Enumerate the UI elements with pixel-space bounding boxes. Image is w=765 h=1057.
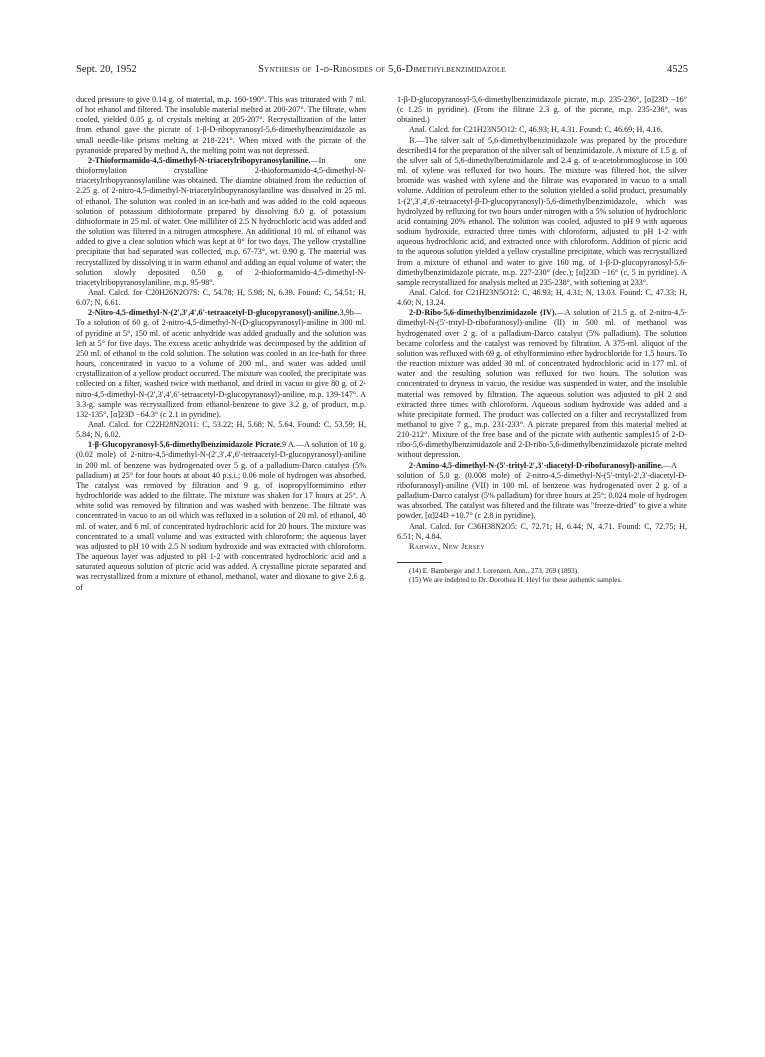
paragraph (397, 136, 687, 288)
section-heading: 2-Nitro-4,5-dimethyl-N-(2′,3′,4′,6′-tetraacetyl-D-glucopyranosyl)-aniline. (88, 308, 340, 318)
paragraph-text: Anal. Calcd. for C21H23N5O12: C, 46.93; H, 4.31. Found: C, 46.69; H, 4.16. (409, 125, 663, 135)
issue-date: Sept. 20, 1952 (76, 64, 137, 75)
section-heading: 2-Thioformamido-4,5-dimethyl-N-triacetylribopyranosylaniline. (88, 155, 311, 165)
paragraph-text: —A solution of 5.0 g. (0.008 mole) of 2-nitro-4,5-dimethyl-N-(5′-trityl-2′,3′-diacetyl-D-ribofuranosyl)-aniline (VII) in 100 ml. of benzene was hydrogenated over 2 g. of a palladium-Darco catalyst (5% palladium) for three hours at 25°; 0.024 mole of hydrogen was absorbed. The catalyst was filtered and the filtrate was "freeze-dried" to give a white powder, [α]24D +10.7° (c 2.8 in pyridine). (397, 460, 687, 521)
left-column (76, 95, 366, 593)
paragraph (397, 308, 687, 460)
paragraph-text: 1-β-D-glucopyranosyl-5,6-dimethylbenzimidazole picrate, m.p. 235-236°, [α]23D −16° (c 1.25 in pyridine). (From the filtrate 2.3 g. of the picrate, m.p. 235-236°, was obtained.) (397, 95, 687, 125)
right-column-body (397, 95, 687, 542)
section-heading: 2-D-Ribo-5,6-dimethylbenzimidazole (IV). (409, 308, 557, 318)
paragraph (76, 156, 366, 288)
footnotes (397, 567, 687, 585)
section-heading: 2-Amino-4,5-dimethyl-N-(5′-trityl-2′,3′-diacetyl-D-ribofuranosyl)-aniline. (409, 460, 663, 470)
paragraph-text: Anal. Calcd. for C22H28N2O11: C, 53.22; H, 5.68; N, 5.64. Found: C, 53.59; H, 5.84; N, 6.02. (76, 420, 366, 440)
page-number: 4525 (667, 64, 688, 75)
footnote-rule (397, 562, 442, 563)
section-heading: 1-β-Glucopyranosyl-5,6-dimethylbenzimidazole Picrate. (88, 440, 282, 450)
paragraph (76, 440, 366, 592)
affiliation: Rahway, New Jersey (409, 541, 486, 551)
paragraph (397, 461, 687, 522)
running-title: Synthesis of 1-d-Ribosides of 5,6-Dimethylbenzimidazole (258, 64, 506, 75)
paragraph (76, 308, 366, 420)
paragraph (76, 420, 366, 440)
paragraph-text: —In one thioformylation crystalline 2-thioformamido-4,5-dimethyl-N-triacetylribopyranosylaniline was obtained. The diamine obtained from the reduction of 2.25 g. of 2-nitro-4,5-dimethyl-N-triacetylribopyranosylaniline was dissolved in 25 ml. of ethanol. The solution was cooled in an ice-bath and was added to the cold aqueous solution of potassium dithioformate prepared by dissolving 8.0 g. of potassium dithioformate in 25 ml. of water. One milliliter of 2.5 N hydrochloric acid was added and the solution was filtered in a nitrogen atmosphere. An additional 10 ml. of ethanol was added to give a clear solution which was kept at 0° for two days. The yellow crystalline precipitate that had separated was collected, m.p. 67-73°, wt. 0.90 g. The material was recrystallized by dissolving it in warm ethanol and adding an equal volume of water; the solution slowly deposited 0.50 g. of 2-thioformamido-4,5-dimethyl-N-triacetylribopyranosylaniline, m.p. 95-98°. (76, 155, 366, 287)
paragraph-text: Anal. Calcd. for C20H26N2O7S: C, 54.78; H, 5.98; N, 6.39. Found: C, 54.51; H, 6.07; N, 6.61. (76, 287, 366, 308)
footnote: (15) We are indebted to Dr. Dorothea H. Heyl for these authentic samples. (409, 576, 623, 585)
paragraph (397, 125, 687, 135)
paragraph-text: Anal. Calcd. for C36H38N2O5: C, 72.71; H, 6.44; N, 4.71. Found: C, 72.75; H, 6.51; N, 4.84. (397, 521, 687, 541)
paragraph-text: Anal. Calcd. for C21H23N5O12: C, 46.93; H, 4.31; N, 13.03. Found: C, 47.33; H, 4.60; N, 13.24. (397, 287, 687, 308)
right-column (397, 95, 687, 585)
paragraph (397, 95, 687, 125)
paragraph-text: B.—The silver salt of 5,6-dimethylbenzimidazole was prepared by the procedure described14 for the preparation of the silver salt of benzimidazole. A mixture of 1.5 g. of the silver salt of 5,6-dimethylbenzimidazole and 2.4 g. of α-acetobromoglucose in 100 ml. of xylene was refluxed for two hours. The mixture was filtered hot, the silver bromide was washed with xylene and the filtrate was evaporated in vacuo to a small volume. Addition of petroleum ether to the solution yielded a solid product, presumably 1-(2′,3′,4′,6′-tetraacetyl-β-D-glucopyranosyl)-5,6-dimethylbenzimidazole, which was hydrolyzed by refluxing for two hours under nitrogen with a 5% solution of hydrochloric acid containing 20% ethanol. The solution was cooled, adjusted to pH 9 with aqueous sodium hydroxide, extracted three times with chloroform, adjusted to pH 1-2 with aqueous hydrochloric acid, and extracted once with chloroform. Addition of picric acid to the aqueous solution yielded a yellow crystalline precipitate, which was recrystallized from a mixture of ethanol and water to give 160 mg. of 1-β-D-glucopyranosyl-5,6-dimethylbenzimidazole picrate, m.p. 227-230° (dec.); [α]23D −16° (c, 5 in pyridine). A sample recrystallized for analysis melted at 235-238°, with softening at 233°. (397, 135, 687, 287)
paragraph-text: —A solution of 21.5 g. of 2-nitro-4,5-dimethyl-N-(5′-trityl-D-ribofuranosyl)-aniline (II) in 500 ml. of methanol was hydrogenated over 2 g. of a palladium-Darco catalyst (5% palladium). The solution became colorless and the catalyst was removed by filtration. A 375-ml. aliquot of the solution was refluxed with 69 g. of ethylformimino ether hydrochloride for 1.5 hours. To the reaction mixture was added 30 ml. of concentrated hydrochloric acid in 177 ml. of water and the resulting solution was refluxed for two hours. The solution was concentrated to dryness in vacuo, the residue was suspended in water, and the insoluble material was removed by filtration. The aqueous solution was adjusted to pH 2 and extracted three times with chloroform. Aqueous sodium hydroxide was added and a white precipitate formed. The product was collected on a filter and recrystallized from methanol to give 7 g., m.p. 231-233°. A picrate prepared from this material melted at 210-212°. Mixture of the free base and of the picrate with authentic samples15 of 2-D-ribo-5,6-dimethylbenzimidazole and 2-D-ribo-5,6-dimethylbenzimidazole picrate melted without depression. (397, 308, 687, 460)
paragraph (397, 288, 687, 308)
paragraph-text: duced pressure to give 0.14 g. of material, m.p. 160-190°. This was triturated with 7 ml. of hot ethanol and filtered. The insoluble material melted at 200-207°. The filtrate, when cooled, yielded 0.05 g. of crystals melting at 205-207°. Recrystallization of the latter from ethanol gave the picrate of 1-β-D-ribopyranosyl-5,6-dimethylbenzimidazole as small needle-like prisms melting at 218-221°. When mixed with the picrate of the pyranoside prepared by method A, the melting point was not depressed. (76, 95, 366, 155)
paragraph-text: 9 A.—A solution of 10 g. (0.02 mole) of 2-nitro-4,5-dimethyl-N-(2′,3′,4′,6′-tetraacetyl-D-glucopyranosyl)-aniline in 200 ml. of benzene was hydrogenated over 5 g. of a palladium-Darco catalyst (5% palladium) at 25° for four hours at about 40 p.s.i.; 0.06 mole of hydrogen was absorbed. The catalyst was removed by filtration and 9 g. of isopropylformimino ether hydrochloride was added to the filtrate. The mixture was shaken for 17 hours at 25°. A white solid was removed by filtration and was washed with benzene. The filtrate was concentrated in vacuo to an oil which was refluxed in a solution of 20 ml. of ethanol, 40 ml. of water, and 6 ml. of concentrated hydrochloric acid for 20 hours. The mixture was concentrated to a small volume and was extracted with chloroform; the aqueous layer was adjusted to pH 10 with 2.5 N sodium hydroxide and was extracted with chloroform. The aqueous layer was adjusted to pH 1-2 with concentrated hydrochloric acid and a saturated aqueous solution of picric acid was added. A crystalline picrate separated and was recrystallized from a mixture of ethanol, methanol, water and dioxane to give 2.6 g. of (76, 440, 366, 592)
paragraph (76, 288, 366, 308)
footnote: (14) E. Bamberger and J. Lorenzen, Ann., 273, 269 (1893). (409, 567, 579, 576)
paragraph (76, 95, 366, 156)
running-header (76, 64, 688, 78)
paragraph (397, 522, 687, 542)
paragraph-text: 3,9b—To a solution of 60 g. of 2-nitro-4,5-dimethyl-N-(D-glucopyranosyl)-aniline in 300 ml. of pyridine at 5°, 150 ml. of acetic anhydride was added gradually and the solution was left at 5° for five days. The excess acetic anhydride was decomposed by the addition of 250 ml. of ethanol to the cold solution. The solution was cooled in an ice-bath for three hours, concentrated in vacuo to a volume of 200 ml., and water was added until crystallization of a yellow product occurred. The mixture was cooled, the precipitate was collected on a filter, washed twice with methanol, and dried in vacuo to give 80 g. of 2-nitro-4,5-dimethyl-N-(2′,3′,4′,6′-tetraacetyl-D-glucopyranosyl)-aniline, m.p. 139-147°. A 3.3-g. sample was recrystallized from ethanol-benzene to give 3.2 g. of product, m.p. 132-135°, [α]23D −64.3° (c 2.1 in pyridine). (76, 308, 366, 419)
